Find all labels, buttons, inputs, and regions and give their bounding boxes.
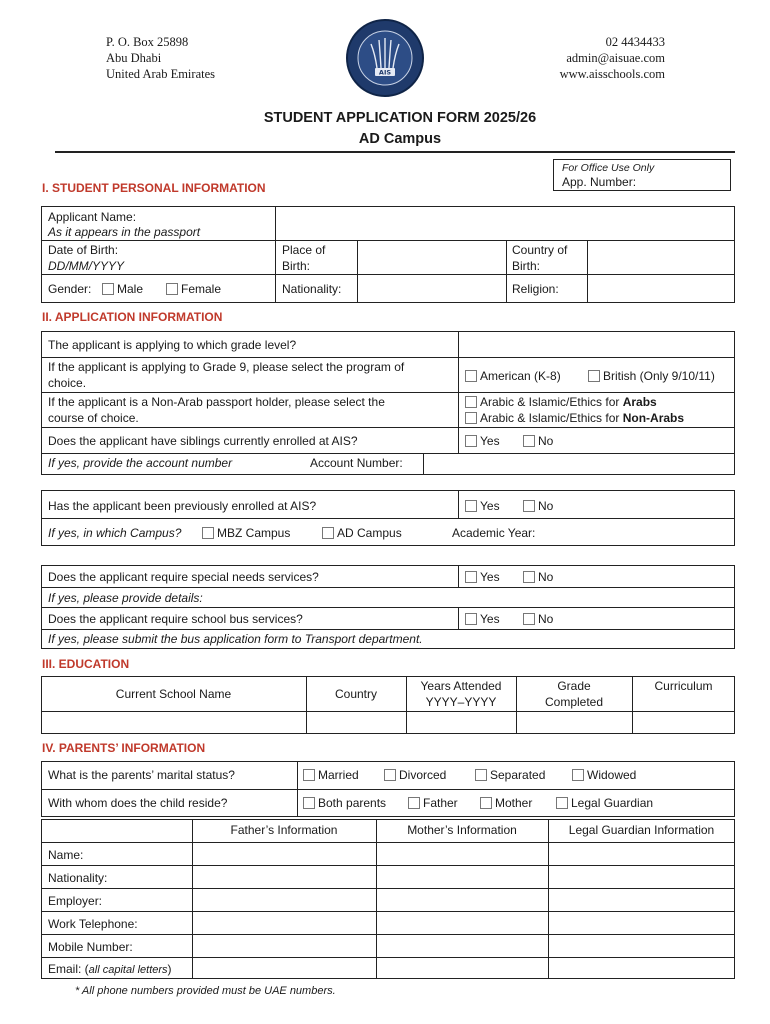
account-number-field[interactable]: [424, 454, 734, 474]
section-personal-info: I. STUDENT PERSONAL INFORMATION: [42, 181, 266, 195]
previous-enrollment-question: Has the applicant been previously enrolled at AIS?: [48, 499, 317, 513]
previous-yes-option[interactable]: Yes: [465, 498, 500, 514]
gender-label: Gender:: [48, 282, 92, 296]
reside-guardian-option[interactable]: Legal Guardian: [556, 795, 653, 811]
nonarab-course-question: If the applicant is a Non-Arab passport holder, please select the course of choice.: [48, 395, 385, 425]
program-british-option[interactable]: British (Only 9/10/11): [588, 368, 715, 384]
row-divider: [41, 607, 735, 608]
column-mother: Mother’s Information: [407, 823, 517, 837]
checkbox[interactable]: [202, 527, 214, 539]
applicant-name-note: As it appears in the passport: [48, 225, 201, 239]
dob-label: Date of Birth:: [48, 243, 119, 257]
checkbox[interactable]: [102, 283, 114, 295]
edu-header-grade: Grade Completed: [544, 679, 604, 709]
bus-no-option[interactable]: No: [523, 611, 553, 627]
place-of-birth-field[interactable]: [358, 241, 505, 273]
marital-married-option[interactable]: Married: [303, 767, 359, 783]
nationality-label: Nationality:: [282, 282, 342, 296]
row-divider: [41, 427, 735, 428]
mother-info-fields[interactable]: [377, 843, 547, 978]
address-line: P. O. Box 25898: [106, 35, 189, 49]
row-divider: [41, 274, 735, 275]
special-no-option[interactable]: No: [523, 569, 553, 585]
office-use-label: For Office Use Only: [562, 162, 655, 174]
account-number-label: Account Number:: [310, 456, 403, 470]
grade-level-question: The applicant is applying to which grade level?: [48, 338, 297, 352]
siblings-question: Does the applicant have siblings currently enrolled at AIS?: [48, 434, 358, 448]
father-info-fields[interactable]: [193, 843, 375, 978]
school-address: [106, 34, 215, 82]
edu-years-field[interactable]: [407, 712, 515, 733]
row-divider: [41, 518, 735, 519]
course-arabs-option[interactable]: Arabic & Islamic/Ethics for Arabs: [465, 394, 657, 410]
checkbox[interactable]: [523, 613, 535, 625]
col-divider: [297, 761, 298, 817]
reside-father-option[interactable]: Father: [408, 795, 458, 811]
applicant-name-label: Applicant Name:: [48, 210, 137, 224]
bus-hint: If yes, please submit the bus application form to Transport department.: [48, 632, 423, 646]
checkbox[interactable]: [475, 769, 487, 781]
program-american-option[interactable]: American (K-8): [465, 368, 561, 384]
checkbox[interactable]: [556, 797, 568, 809]
bus-question: Does the applicant require school bus services?: [48, 612, 303, 626]
gender-male-option[interactable]: Male: [102, 281, 143, 297]
checkbox[interactable]: [166, 283, 178, 295]
campus-hint: If yes, in which Campus?: [48, 526, 182, 540]
applicant-name-field[interactable]: [276, 207, 734, 239]
checkbox[interactable]: [465, 500, 477, 512]
grade-level-field[interactable]: [459, 332, 734, 356]
country-of-birth-field[interactable]: [588, 241, 734, 273]
edu-curriculum-field[interactable]: [633, 712, 734, 733]
checkbox[interactable]: [465, 412, 477, 424]
app-number-field[interactable]: App. Number:: [562, 175, 637, 189]
academic-year-label: Academic Year:: [452, 526, 536, 540]
checkbox[interactable]: [572, 769, 584, 781]
section-parents-info: IV. PARENTS’ INFORMATION: [42, 741, 206, 755]
phone-number: 02 4434433: [605, 35, 665, 49]
form-subtitle: AD Campus: [358, 131, 442, 147]
checkbox[interactable]: [465, 613, 477, 625]
country-of-birth-label: Country of Birth:: [512, 243, 568, 273]
checkbox[interactable]: [465, 435, 477, 447]
section-education: III. EDUCATION: [42, 657, 130, 671]
row-mobile-number: Mobile Number:: [48, 940, 133, 954]
place-of-birth-label: Place of Birth:: [282, 243, 326, 273]
checkbox[interactable]: [408, 797, 420, 809]
school-logo: [339, 18, 431, 98]
row-divider: [41, 789, 735, 790]
special-needs-question: Does the applicant require special needs services?: [48, 570, 319, 584]
col-divider: [458, 565, 459, 587]
svg-text:AIS: AIS: [378, 68, 392, 77]
marital-widowed-option[interactable]: Widowed: [572, 767, 636, 783]
marital-separated-option[interactable]: Separated: [475, 767, 545, 783]
checkbox[interactable]: [523, 571, 535, 583]
school-contact: [560, 34, 665, 82]
form-title: STUDENT APPLICATION FORM 2025/26: [263, 110, 537, 126]
edu-header-years: Years Attended YYYY–YYYY: [420, 679, 502, 709]
checkbox[interactable]: [523, 500, 535, 512]
col-divider: [458, 490, 459, 518]
religion-label: Religion:: [512, 282, 559, 296]
siblings-yes-option[interactable]: Yes: [465, 433, 500, 449]
column-father: Father’s Information: [230, 823, 338, 837]
column-guardian: Legal Guardian Information: [568, 823, 715, 837]
checkbox[interactable]: [523, 435, 535, 447]
row-nationality: Nationality:: [48, 871, 108, 885]
gender-female-option[interactable]: Female: [166, 281, 221, 297]
siblings-no-option[interactable]: No: [523, 433, 553, 449]
grade9-program-question: If the applicant is applying to Grade 9, please select the program of choice.: [48, 360, 405, 390]
col-divider: [458, 607, 459, 629]
account-number-hint: If yes, provide the account number: [48, 456, 233, 470]
checkbox[interactable]: [384, 769, 396, 781]
website: www.aisschools.com: [559, 67, 665, 81]
checkbox[interactable]: [465, 370, 477, 382]
special-details-hint: If yes, please provide details:: [48, 591, 203, 605]
guardian-info-fields[interactable]: [549, 843, 734, 978]
title-divider: [55, 151, 735, 153]
phone-footnote: * All phone numbers provided must be UAE numbers.: [75, 985, 336, 997]
email-address: admin@aisuae.com: [566, 51, 665, 65]
edu-header-curriculum: Curriculum: [654, 679, 713, 693]
row-divider: [41, 629, 735, 630]
row-divider: [41, 357, 735, 358]
marital-status-question: What is the parents’ marital status?: [48, 768, 235, 782]
edu-header-country: Country: [334, 687, 378, 701]
campus-ad-option[interactable]: AD Campus: [322, 525, 402, 541]
dob-format: DD/MM/YYYY: [48, 259, 125, 273]
row-divider: [41, 392, 735, 393]
checkbox[interactable]: [480, 797, 492, 809]
course-nonarabs-option[interactable]: Arabic & Islamic/Ethics for Non-Arabs: [465, 410, 684, 426]
edu-country-field[interactable]: [307, 712, 405, 733]
bus-yes-option[interactable]: Yes: [465, 611, 500, 627]
row-name: Name:: [48, 848, 84, 862]
reside-both-option[interactable]: Both parents: [303, 795, 386, 811]
row-email: Email: (all capital letters): [48, 962, 172, 976]
address-line: Abu Dhabi: [106, 51, 162, 65]
checkbox[interactable]: [303, 797, 315, 809]
row-work-telephone: Work Telephone:: [48, 917, 138, 931]
edu-school-field[interactable]: [42, 712, 305, 733]
edu-grade-field[interactable]: [517, 712, 631, 733]
checkbox[interactable]: [465, 571, 477, 583]
col-divider: [506, 240, 507, 303]
checkbox[interactable]: [588, 370, 600, 382]
campus-mbz-option[interactable]: MBZ Campus: [202, 525, 290, 541]
checkbox[interactable]: [465, 396, 477, 408]
previous-no-option[interactable]: No: [523, 498, 553, 514]
special-yes-option[interactable]: Yes: [465, 569, 500, 585]
row-divider: [41, 587, 735, 588]
address-line: United Arab Emirates: [106, 67, 215, 81]
checkbox[interactable]: [303, 769, 315, 781]
row-employer: Employer:: [48, 894, 103, 908]
edu-header-school: Current School Name: [115, 687, 232, 701]
reside-mother-option[interactable]: Mother: [480, 795, 532, 811]
reside-question: With whom does the child reside?: [48, 796, 228, 810]
section-application-info: II. APPLICATION INFORMATION: [42, 310, 223, 324]
checkbox[interactable]: [322, 527, 334, 539]
marital-divorced-option[interactable]: Divorced: [384, 767, 446, 783]
